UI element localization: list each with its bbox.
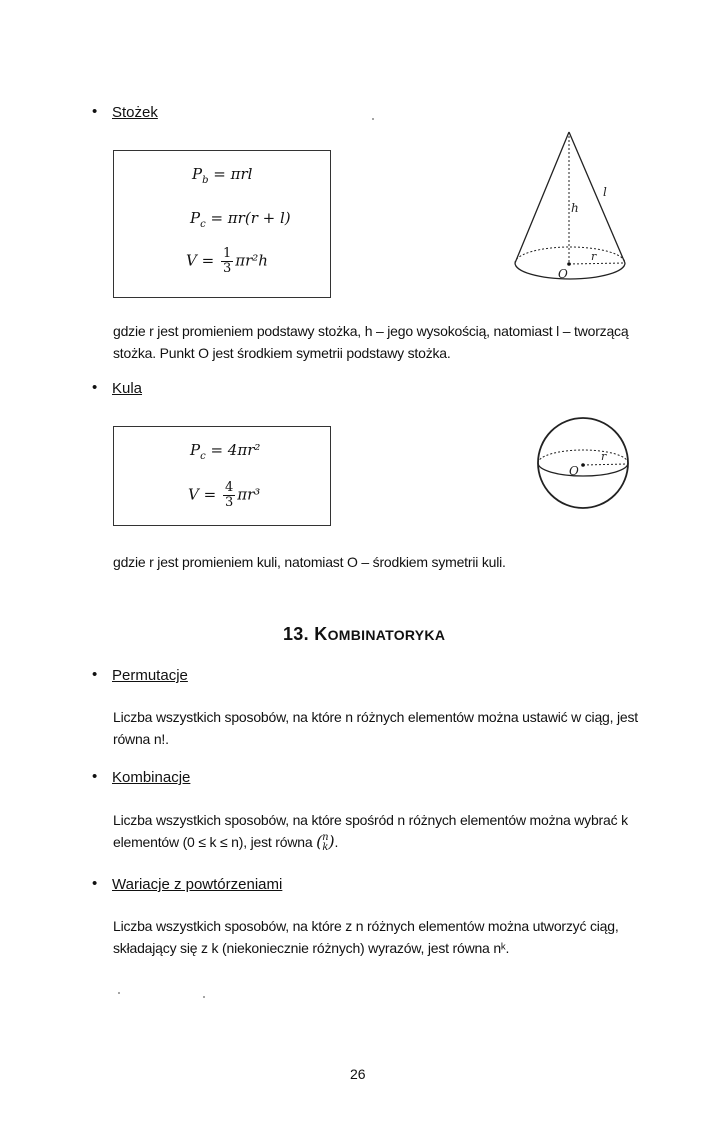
permutations-description: Liczba wszystkich sposobów, na które n różnych elementów można ustawić w ciąg, jest równa n!. <box>113 709 638 747</box>
binomial-coefficient: n k <box>322 832 329 854</box>
bullet-marker: • <box>92 666 98 683</box>
bullet-marker: • <box>92 379 98 396</box>
sphere-area-formula: $P_c = 4\pi r^2$ <box>190 441 261 462</box>
cone-description: gdzie r jest promieniem podstawy stożka, h – jego wysokością, natomiast l – tworzącą stożka. Punkt O jest środkiem symetrii podstawy stożka. <box>113 323 629 361</box>
variations-title: Wariacje z powtórzeniami <box>112 876 283 893</box>
bullet-marker: • <box>92 103 98 120</box>
sphere-radius-label: r <box>601 450 607 463</box>
cone-formula-box <box>113 150 331 298</box>
cone-diagram <box>505 128 635 288</box>
combinatorics-heading: 13. KOMBINATORYKA <box>283 624 446 644</box>
sphere-description: gdzie r jest promieniem kuli, natomiast O – środkiem symetrii kuli. <box>113 554 506 570</box>
combinations-title: Kombinacje <box>112 769 191 786</box>
variations-description: Liczba wszystkich sposobów, na które z n różnych elementów można utworzyć ciąg, składający się z k (niekoniecznie różnych) wyrazów, jest równa nᵏ. <box>113 918 619 956</box>
cone-height-label: h <box>571 201 579 215</box>
page-number: 26 <box>350 1066 366 1082</box>
sphere-section-title: Kula <box>112 380 143 397</box>
cone-volume-formula: V = $\frac{1}{3}$ πr²h <box>186 246 268 276</box>
permutations-title: Permutacje <box>112 667 188 684</box>
cone-center-label: O <box>558 267 568 281</box>
sphere-center-label: O <box>569 464 579 478</box>
sphere-diagram <box>535 415 635 515</box>
cone-lateral-area-formula: $P_b = \pi rl$ <box>192 165 253 186</box>
scan-speck <box>203 996 205 998</box>
bullet-marker: • <box>92 875 98 892</box>
cone-section-title: Stożek <box>112 104 158 121</box>
scan-speck <box>372 118 374 120</box>
sphere-formula-box <box>113 426 331 526</box>
cone-radius-label: r <box>591 250 597 263</box>
bullet-marker: • <box>92 768 98 785</box>
cone-total-area-formula: $P_c = \pi r(r + l)$ <box>190 209 291 230</box>
scan-speck <box>118 992 120 994</box>
cone-slant-label: l <box>603 185 607 199</box>
sphere-volume-formula: V = $\frac{4}{3}$ πr³ <box>188 480 261 510</box>
combinations-description: Liczba wszystkich sposobów, na które spośród n różnych elementów można wybrać k elementów (0 ≤ k ≤ n), jest równa ( n k ). <box>113 812 628 854</box>
